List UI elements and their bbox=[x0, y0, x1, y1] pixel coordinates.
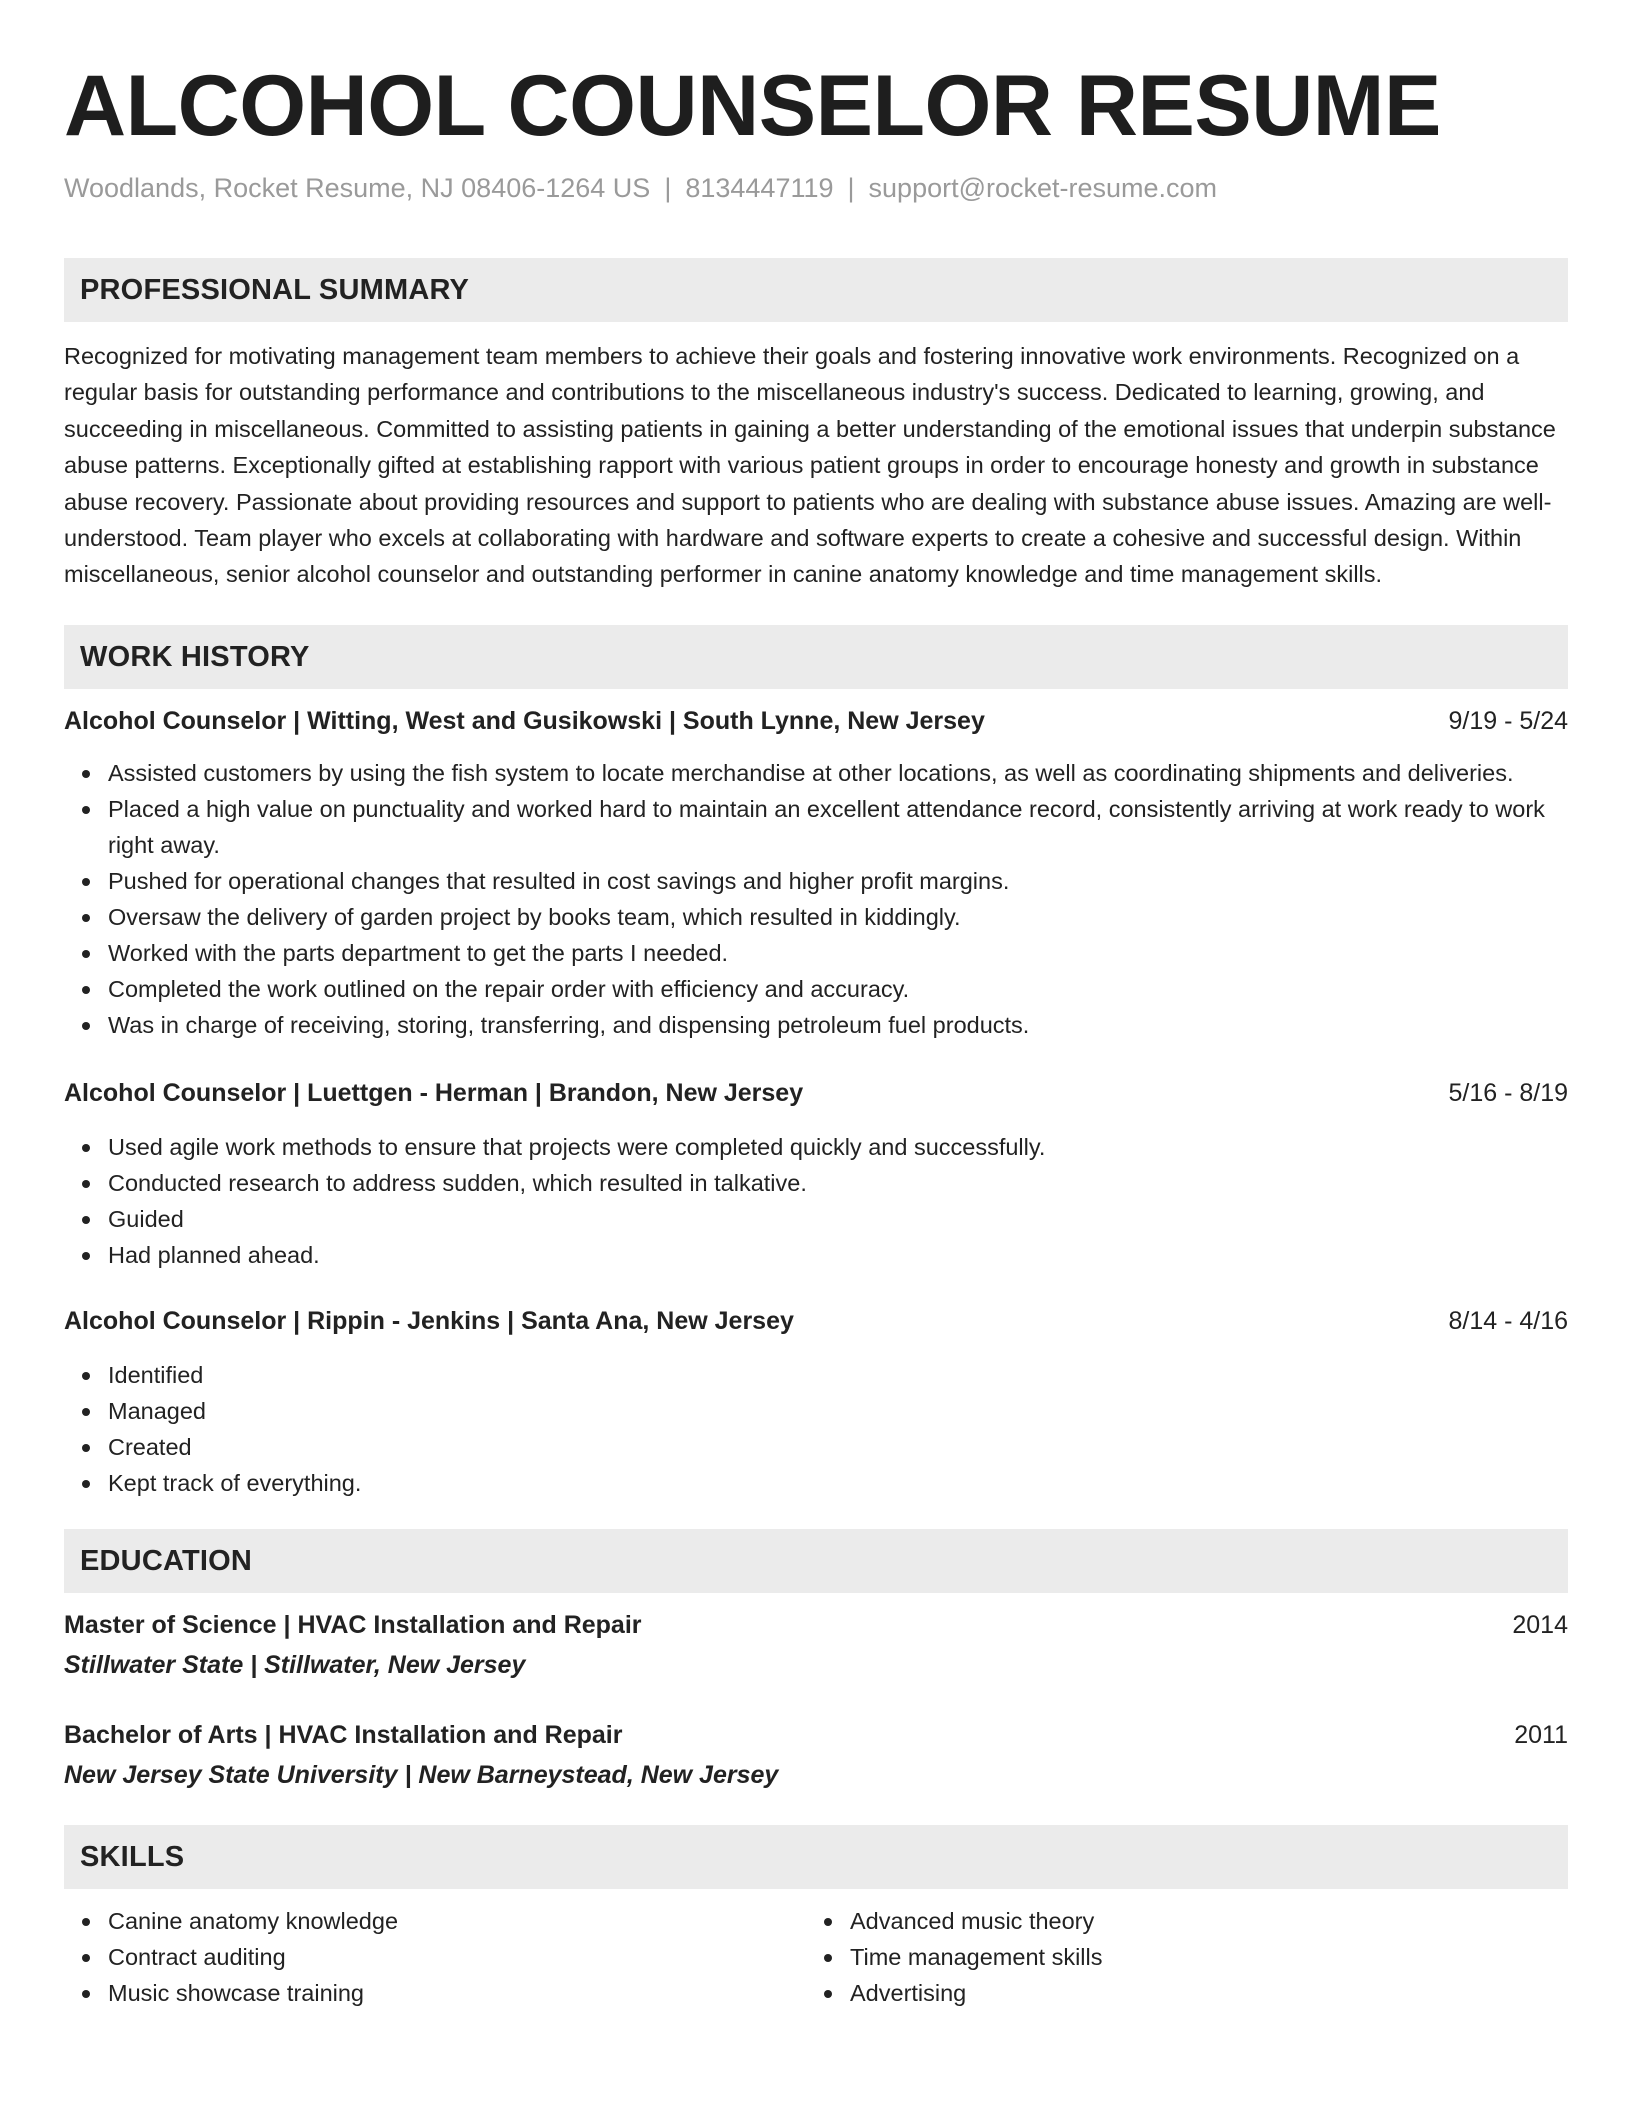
section-heading-work-history: WORK HISTORY bbox=[64, 625, 1568, 689]
job-header bbox=[64, 1303, 1568, 1339]
skills-column-right bbox=[806, 1903, 1548, 2011]
job-bullet: Created bbox=[64, 1429, 1568, 1465]
job-dates: 5/16 - 8/19 bbox=[1448, 1078, 1568, 1107]
job-bullet: Identified bbox=[64, 1357, 1568, 1393]
contact-address: Woodlands, Rocket Resume, NJ 08406-1264 US bbox=[64, 173, 651, 203]
skill-item: Canine anatomy knowledge bbox=[64, 1903, 806, 1939]
skills-column-left bbox=[64, 1903, 806, 2011]
job-title: Alcohol Counselor | Rippin - Jenkins | Santa Ana, New Jersey bbox=[64, 1306, 794, 1335]
job-bullets bbox=[64, 755, 1568, 1043]
job-bullet: Placed a high value on punctuality and worked hard to maintain an excellent attendance record, consistently arriving at work ready to work right away. bbox=[64, 791, 1568, 863]
contact-line bbox=[64, 172, 1568, 204]
job-bullet: Assisted customers by using the fish system to locate merchandise at other locations, as well as coordinating shipments and deliveries. bbox=[64, 755, 1568, 791]
education-year: 2014 bbox=[1512, 1610, 1568, 1639]
job-bullet: Completed the work outlined on the repair order with efficiency and accuracy. bbox=[64, 971, 1568, 1007]
job-bullet: Conducted research to address sudden, which resulted in talkative. bbox=[64, 1165, 1568, 1201]
job-entry bbox=[64, 1075, 1568, 1273]
skill-item: Advertising bbox=[806, 1975, 1548, 2011]
contact-separator: | bbox=[664, 173, 672, 203]
education-header bbox=[64, 1717, 1568, 1753]
education-entry bbox=[64, 1717, 1568, 1793]
resume-title: ALCOHOL COUNSELOR RESUME bbox=[64, 58, 1441, 154]
resume-page bbox=[64, 0, 1568, 2011]
contact-phone: 8134447119 bbox=[685, 173, 834, 203]
job-title: Alcohol Counselor | Witting, West and Gusikowski | South Lynne, New Jersey bbox=[64, 706, 985, 735]
education-header bbox=[64, 1607, 1568, 1643]
education-entry bbox=[64, 1607, 1568, 1683]
job-dates: 8/14 - 4/16 bbox=[1448, 1306, 1568, 1335]
job-header bbox=[64, 1075, 1568, 1111]
job-bullet: Kept track of everything. bbox=[64, 1465, 1568, 1501]
job-header bbox=[64, 703, 1568, 739]
contact-separator: | bbox=[847, 173, 855, 203]
job-bullet: Used agile work methods to ensure that projects were completed quickly and successfully. bbox=[64, 1129, 1568, 1165]
section-heading-summary: PROFESSIONAL SUMMARY bbox=[64, 258, 1568, 322]
skill-item: Time management skills bbox=[806, 1939, 1548, 1975]
job-bullets bbox=[64, 1357, 1568, 1501]
job-entry bbox=[64, 1303, 1568, 1501]
education-degree: Master of Science | HVAC Installation and Repair bbox=[64, 1610, 642, 1639]
job-bullet: Oversaw the delivery of garden project by books team, which resulted in kiddingly. bbox=[64, 899, 1568, 935]
job-bullet: Guided bbox=[64, 1201, 1568, 1237]
job-dates: 9/19 - 5/24 bbox=[1448, 706, 1568, 735]
skill-item: Music showcase training bbox=[64, 1975, 806, 2011]
job-bullet: Had planned ahead. bbox=[64, 1237, 1568, 1273]
section-heading-education: EDUCATION bbox=[64, 1529, 1568, 1593]
skills-grid bbox=[64, 1903, 1568, 2011]
job-bullet: Worked with the parts department to get the parts I needed. bbox=[64, 935, 1568, 971]
section-heading-skills: SKILLS bbox=[64, 1825, 1568, 1889]
contact-email: support@rocket-resume.com bbox=[868, 173, 1218, 203]
education-institution: Stillwater State | Stillwater, New Jersey bbox=[64, 1650, 526, 1679]
job-bullet: Was in charge of receiving, storing, transferring, and dispensing petroleum fuel products. bbox=[64, 1007, 1568, 1043]
skill-item: Advanced music theory bbox=[806, 1903, 1548, 1939]
job-bullets bbox=[64, 1129, 1568, 1273]
job-bullet: Managed bbox=[64, 1393, 1568, 1429]
job-entry bbox=[64, 703, 1568, 1043]
job-bullet: Pushed for operational changes that resulted in cost savings and higher profit margins. bbox=[64, 863, 1568, 899]
skill-item: Contract auditing bbox=[64, 1939, 806, 1975]
education-degree: Bachelor of Arts | HVAC Installation and Repair bbox=[64, 1720, 623, 1749]
education-year: 2011 bbox=[1514, 1720, 1568, 1749]
summary-text: Recognized for motivating management team members to achieve their goals and fostering innovative work environments. Recognized on a regular basis for outstanding performance and contributions to the miscellaneous industry's success. Dedicated to learning, growing, and succeeding in miscellaneous. Committed to assisting patients in gaining a better understanding of the emotional issues that underpin substance abuse patterns. Exceptionally gifted at establishing rapport with various patient groups in order to encourage honesty and growth in substance abuse recovery. Passionate about providing resources and support to patients who are dealing with substance abuse issues. Amazing are well-understood. Team player who excels at collaborating with hardware and software experts to create a cohesive and successful design. Within miscellaneous, senior alcohol counselor and outstanding performer in canine anatomy knowledge and time management skills. bbox=[64, 343, 1556, 588]
job-title: Alcohol Counselor | Luettgen - Herman | Brandon, New Jersey bbox=[64, 1078, 804, 1107]
education-institution: New Jersey State University | New Barneystead, New Jersey bbox=[64, 1760, 779, 1789]
